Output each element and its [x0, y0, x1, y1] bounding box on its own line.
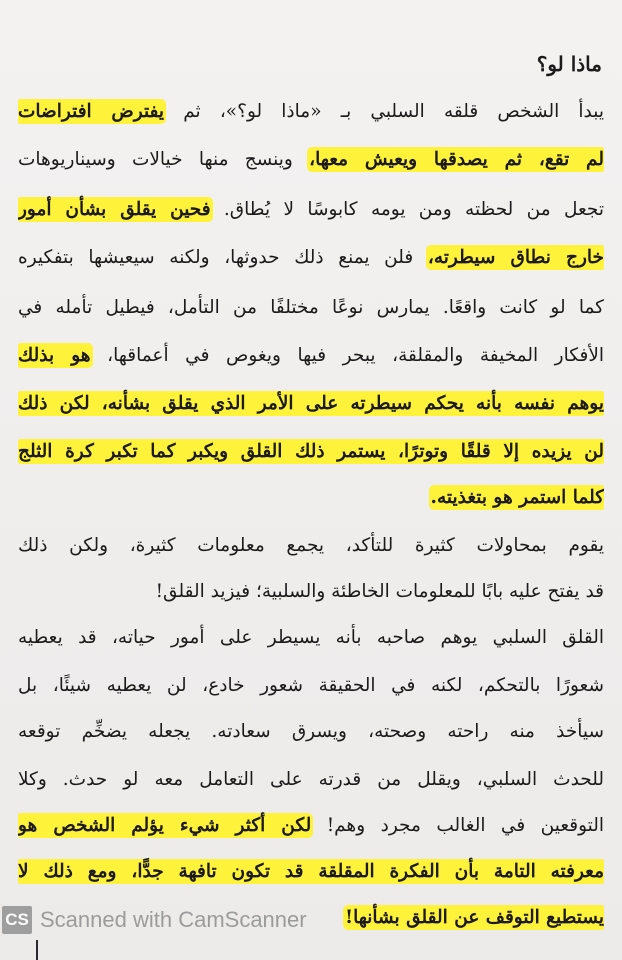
line-text: القلق السلبي يوهم صاحبه بأنه يسيطر على أمور حياته، قد يعطيه [18, 627, 604, 648]
highlighted-text: لكن أكثر شيء يؤلم الشخص هو [18, 815, 312, 836]
line-text: الأفكار المخيفة والمقلقة، يبحر فيها ويغوص في أعماقها، [90, 345, 604, 366]
text-line [18, 384, 604, 424]
highlighted-text: يفترض افتراضات [18, 101, 165, 122]
line-text: للحدث السلبي، ويقلل من قدرته على التعامل معه لو حدث. وكلا [18, 769, 604, 790]
highlighted-text: هو بذلك [18, 345, 91, 366]
text-line [18, 92, 604, 132]
text-line [18, 526, 604, 566]
line-text: فلن يمنع ذلك حدوثها، ولكنه سيعيشها بتفكيره [18, 247, 428, 268]
text-line [18, 760, 604, 800]
highlighted-text: فحين يقلق بشأن أمور [18, 199, 211, 220]
highlighted-text: معرفته التامة بأن الفكرة المقلقة قد تكون تافهة جدًّا، ومع ذلك لا [18, 861, 604, 882]
highlighted-text: يستطيع التوقف عن القلق بشأنها! [344, 907, 604, 928]
text-line [18, 806, 604, 846]
text-line [18, 852, 604, 892]
highlighted-text: كلما استمر هو بتغذيته. [430, 487, 604, 508]
text-line [18, 238, 604, 278]
text-line [18, 572, 604, 612]
line-text: تجعل من لحظته ومن يومه كابوسًا لا يُطاق. [210, 199, 604, 220]
line-text: يقوم بمحاولات كثيرة للتأكد، يجمع معلومات كثيرة، ولكن ذلك [18, 535, 604, 556]
watermark-text: Scanned with CamScanner [40, 907, 307, 932]
text-line [18, 190, 604, 230]
text-line [18, 288, 604, 328]
line-text: سيأخذ منه راحته وصحته، ويسرق سعادته. يجعله يضخِّم توقعه [18, 721, 604, 742]
text-line [18, 478, 604, 518]
text-line [18, 432, 604, 472]
text-line [18, 336, 604, 376]
line-text: وينسج منها خيالات وسيناريوهات [18, 149, 310, 170]
text-line [18, 666, 604, 706]
line-text: يبدأ الشخص قلقه السلبي بـ «ماذا لو؟»، ثم [164, 101, 604, 122]
text-line [18, 618, 604, 658]
section-heading: ماذا لو؟ [536, 52, 602, 76]
camscanner-watermark [2, 905, 307, 935]
text-line [18, 712, 604, 752]
line-text: كما لو كانت واقعًا. يمارس نوعًا مختلفًا من التأمل، فيطيل تأمله في [18, 297, 604, 318]
highlighted-text: خارج نطاق سيطرته، [427, 247, 604, 268]
highlighted-text: لم تقع، ثم يصدقها ويعيش معها، [309, 149, 604, 170]
line-text: قد يفتح عليه بابًا للمعلومات الخاطئة والسلبية؛ فيزيد القلق! [155, 581, 604, 602]
line-text: التوقعين في الغالب مجرد وهم! [311, 815, 604, 836]
highlighted-text: يوهم نفسه بأنه يحكم سيطرته على الأمر الذي يقلق بشأنه، لكن ذلك [18, 393, 604, 414]
page-edge-mark [36, 940, 38, 960]
camscanner-logo-icon: CS [2, 906, 32, 934]
line-text: شعورًا بالتحكم، لكنه في الحقيقة شعور خادع، لن يعطيه شيئًا، بل [18, 675, 604, 696]
text-line [18, 140, 604, 180]
highlighted-text: لن يزيده إلا قلقًا وتوترًا، يستمر ذلك القلق ويكبر كما تكبر كرة الثلج [18, 441, 604, 462]
